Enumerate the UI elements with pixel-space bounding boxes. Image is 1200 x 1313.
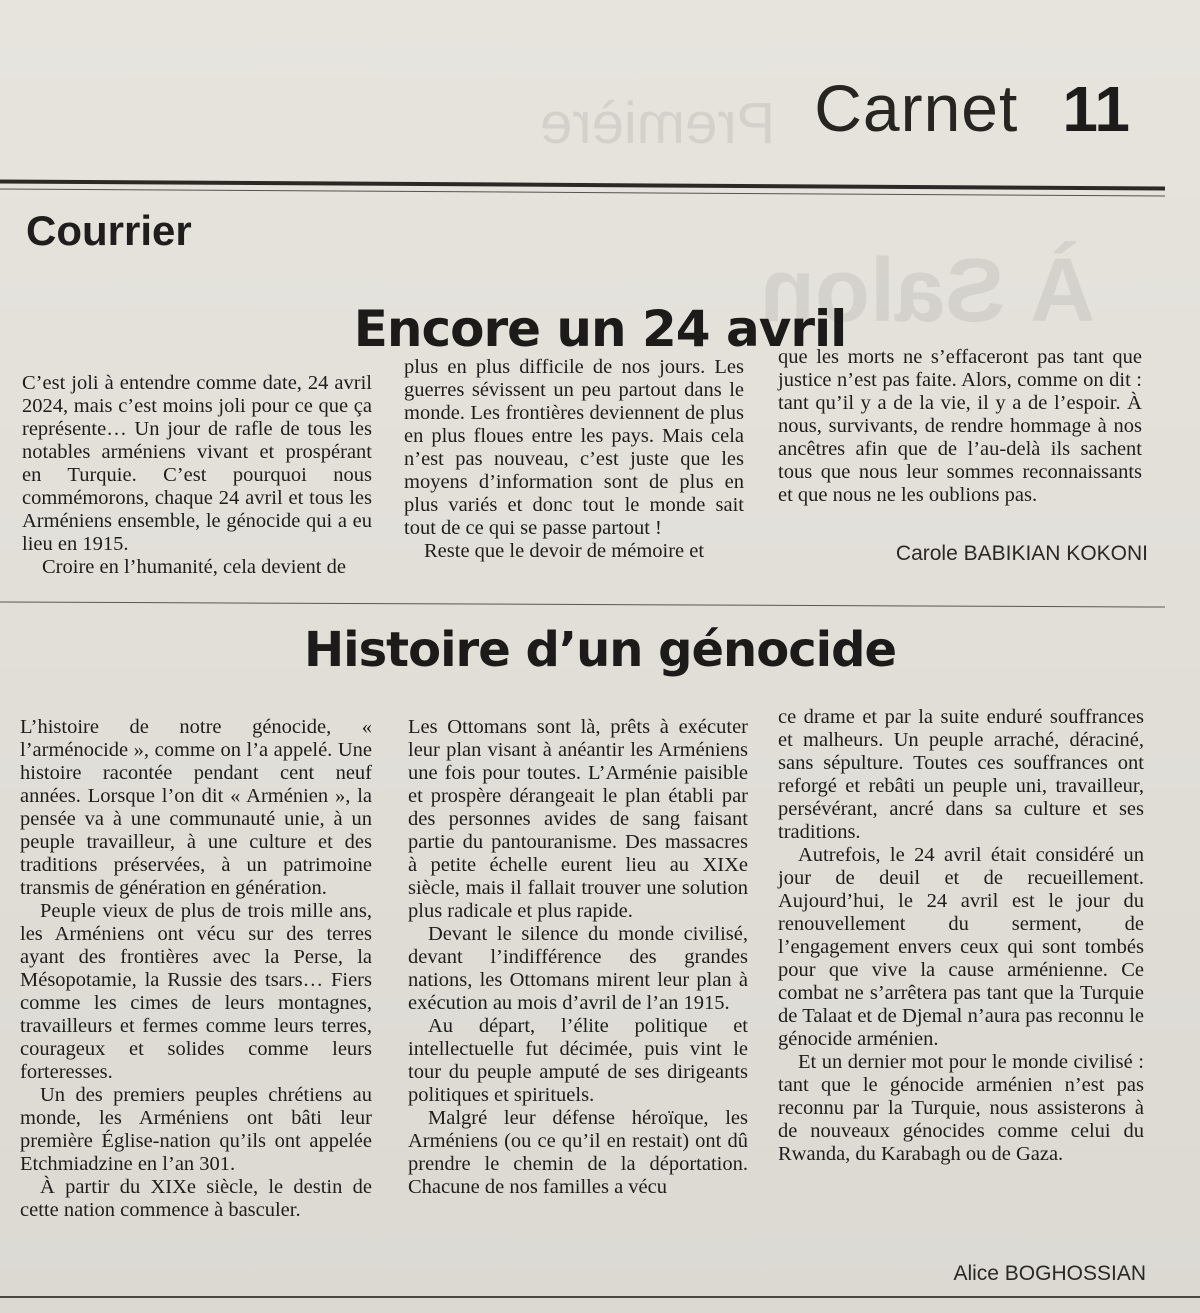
article2-author: Alice BOGHOSSIAN xyxy=(953,1262,1146,1285)
paragraph: Devant le silence du monde civilisé, devant l’indifférence des grandes nations, les Ottomans mirent leur plan à exécution au mois d’avril de l’an 1915. xyxy=(408,923,748,1014)
show-through-headline: À Salon xyxy=(760,241,1096,341)
paragraph: Au départ, l’élite politique et intellectuelle fut décimée, puis vint le tour du peuple amputé de ses dirigeants politiques et spirituels. xyxy=(408,1015,748,1106)
paragraph: Les Ottomans sont là, prêts à exécuter leur plan visant à anéantir les Arméniens une fois pour toutes. L’Arménie paisible et prospère dérangeait le plan établi par des personnes avides de sang faisant partie du pantouranisme. Des massacres à petite échelle eurent lieu au XIXe siècle, mais il fallait trouver une solution plus radicale et plus rapide. xyxy=(408,716,748,922)
paragraph: Croire en l’humanité, cela devient de xyxy=(42,556,346,578)
paragraph: Reste que le devoir de mémoire et xyxy=(424,540,705,562)
article2-column-3 xyxy=(778,706,1144,1166)
article1-column-3 xyxy=(778,346,1142,507)
paragraph: Malgré leur défense héroïque, les Arméniens (ou ce qu’il en restait) ont dû prendre le chemin de la déportation. Chacune de nos familles a vécu xyxy=(408,1107,748,1198)
paragraph: À partir du XIXe siècle, le destin de cette nation commence à basculer. xyxy=(20,1176,372,1221)
page-number: 11 xyxy=(1062,73,1130,145)
paragraph: plus en plus difficile de nos jours. Les guerres sévissent un peu partout dans le monde. Les frontières deviennent de plus en plus floues entre les pays. Mais cela n’est pas nouveau, c’est juste que les moyens d’information sont de plus en plus variés et donc tout le monde sait tout de ce qui se passe partout ! xyxy=(404,356,744,539)
show-through-text: Première xyxy=(540,91,776,156)
paragraph: Et un dernier mot pour le monde civilisé : tant que le génocide arménien n’est pas reconnu par la Turquie, nous assisterons à de nouveaux génocides comme celui du Rwanda, du Karabagh ou de Gaza. xyxy=(778,1051,1144,1165)
article2-column-1 xyxy=(20,716,372,1222)
article1-column-1 xyxy=(22,372,372,579)
paragraph: L’histoire de notre génocide, « l’arménocide », comme on l’a appelé. Une histoire racontée pendant cent neuf années. Lorsque l’on dit « Arménien », la pensée va à une communauté unie, à un peuple travailleur, à une culture et des traditions préservées, à un patrimoine transmis de génération en génération. xyxy=(20,716,372,899)
article-divider xyxy=(0,601,1165,607)
footer-rule xyxy=(0,1296,1200,1298)
article2-column-2 xyxy=(408,716,748,1199)
section-name: Carnet xyxy=(814,71,1019,145)
paragraph: Un des premiers peuples chrétiens au monde, les Arméniens ont bâti leur première Église-nation qu’ils ont appelée Etchmiadzine en l’an 301. xyxy=(20,1084,372,1175)
rubric-title: Courrier xyxy=(26,207,192,254)
paragraph: Autrefois, le 24 avril était considéré un jour de deuil et de recueillement. Aujourd’hui, le 24 avril est le jour du renouvellement du serment, de l’engagement envers ceux qui sont tombés pour que vive la cause arménienne. Ce combat ne s’arrêtera pas tant que la Turquie de Talaat et de Djemal n’aura pas reconnu le génocide arménien. xyxy=(778,844,1144,1050)
article2-title: Histoire d’un génocide xyxy=(303,622,897,678)
article1-column-2 xyxy=(404,356,744,563)
header-rule-thin xyxy=(0,188,1165,196)
paragraph: C’est joli à entendre comme date, 24 avril 2024, mais c’est moins joli pour ce que ça représente… Un jour de rafle de tous les notables arméniens vivant et prospérant en Turquie. C’est pourquoi nous commémorons, chaque 24 avril et tous les Arméniens ensemble, le génocide qui a eu lieu en 1915. xyxy=(22,372,372,555)
paragraph: que les morts ne s’effaceront pas tant que justice n’est pas faite. Alors, comme on dit : tant qu’il y a de la vie, il y a de l’espoir. À nous, survivants, de rendre hommage à nos ancêtres afin que de l’au-delà ils sachent tous que nous leur sommes reconnaissants et que nous ne les oublions pas. xyxy=(778,346,1142,506)
paragraph: Peuple vieux de plus de trois mille ans, les Arméniens ont vécu sur des terres ayant des frontières avec la Perse, la Mésopotamie, la Russie des tsars… Fiers comme les cimes de leurs montagnes, travailleurs et fermes comme leurs terres, courageux et solides comme leurs forteresses. xyxy=(20,900,372,1083)
article1-title: Encore un 24 avril xyxy=(353,300,847,358)
paragraph: ce drame et par la suite enduré souffrances et malheurs. Un peuple arraché, déraciné, sans sépulture. Toutes ces souffrances ont reforgé et rebâti un peuple uni, travailleur, persévérant, ancré dans sa culture et ses traditions. xyxy=(778,706,1144,843)
page-header xyxy=(814,70,1130,160)
article1-author: Carole BABIKIAN KOKONI xyxy=(895,542,1148,565)
